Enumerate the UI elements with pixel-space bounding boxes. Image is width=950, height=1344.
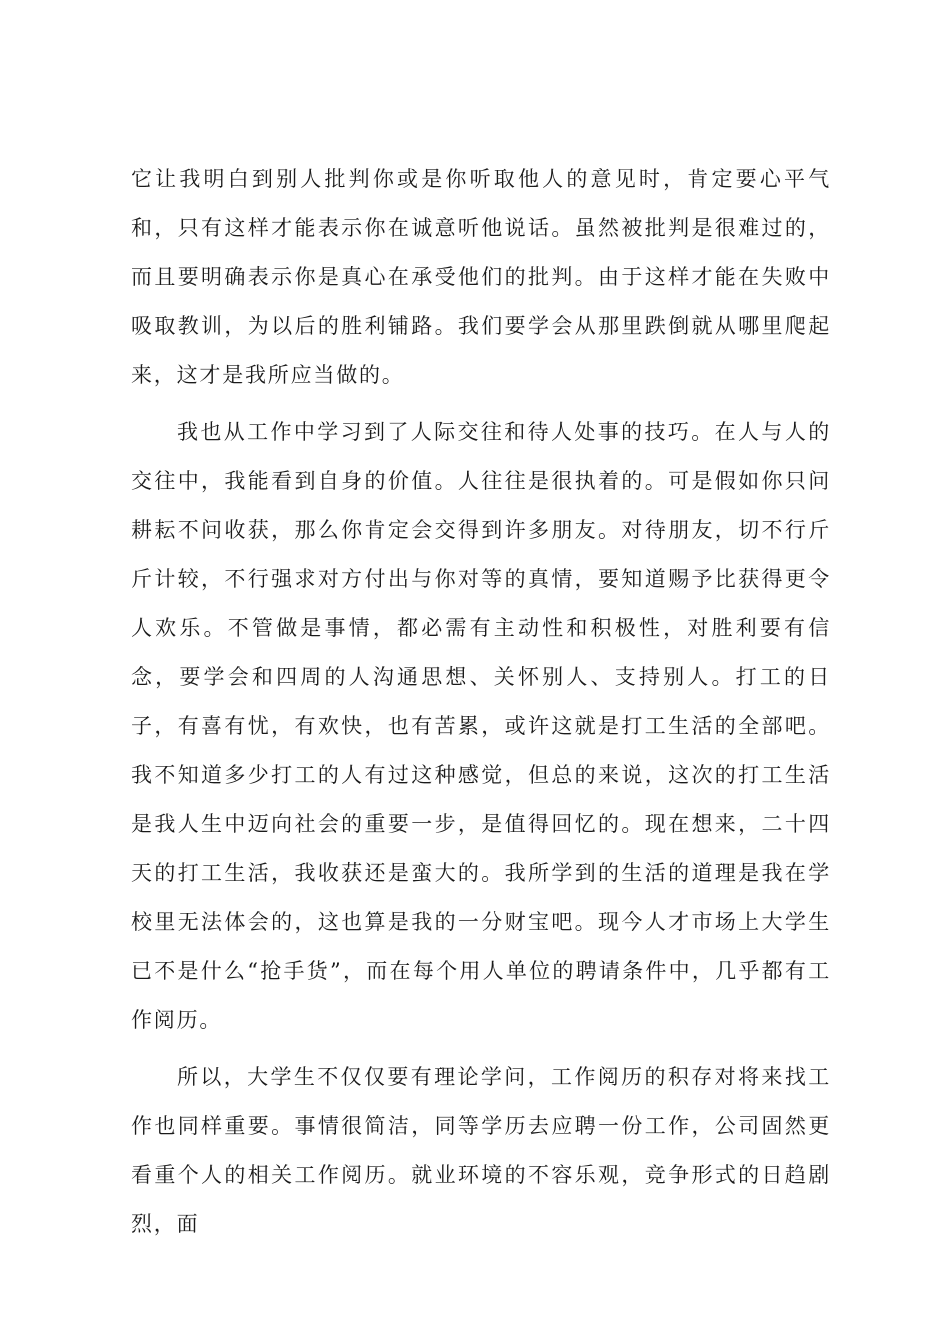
paragraph-2: 我也从工作中学习到了人际交往和待人处事的技巧。在人与人的交往中，我能看到自身的价值。人往往是很执着的。可是假如你只问耕耘不问收获，那么你肯定会交得到许多朋友。对待朋友，切不行斤斤计较，不行强求对方付出与你对等的真情，要知道赐予比获得更令人欢乐。不管做是事情，都必需有主动性和积极性，对胜利要有信念，要学会和四周的人沟通思想、关怀别人、支持别人。打工的日子，有喜有忧，有欢快，也有苦累，或许这就是打工生活的全部吧。我不知道多少打工的人有过这种感觉，但总的来说，这次的打工生活是我人生中迈向社会的重要一步，是值得回忆的。现在想来，二十四天的打工生活，我收获还是蛮大的。我所学到的生活的道理是我在学校里无法体会的，这也算是我的一分财宝吧。现今人才市场上大学生已不是什么“抢手货”，而在每个用人单位的聘请条件中，几乎都有工作阅历。 — [131, 420, 831, 1032]
paragraph-1: 它让我明白到别人批判你或是你听取他人的意见时，肯定要心平气和，只有这样才能表示你在诚意听他说话。虽然被批判是很难过的，而且要明确表示你是真心在承受他们的批判。由于这样才能在失败中吸取教训，为以后的胜利铺路。我们要学会从那里跌倒就从哪里爬起来，这才是我所应当做的。 — [131, 167, 831, 387]
paragraph-3: 所以，大学生不仅仅要有理论学问，工作阅历的积存对将来找工作也同样重要。事情很简洁，同等学历去应聘一份工作，公司固然更看重个人的相关工作阅历。就业环境的不容乐观，竞争形式的日趋剧烈，面 — [131, 1065, 831, 1236]
body-text — [131, 155, 831, 1249]
